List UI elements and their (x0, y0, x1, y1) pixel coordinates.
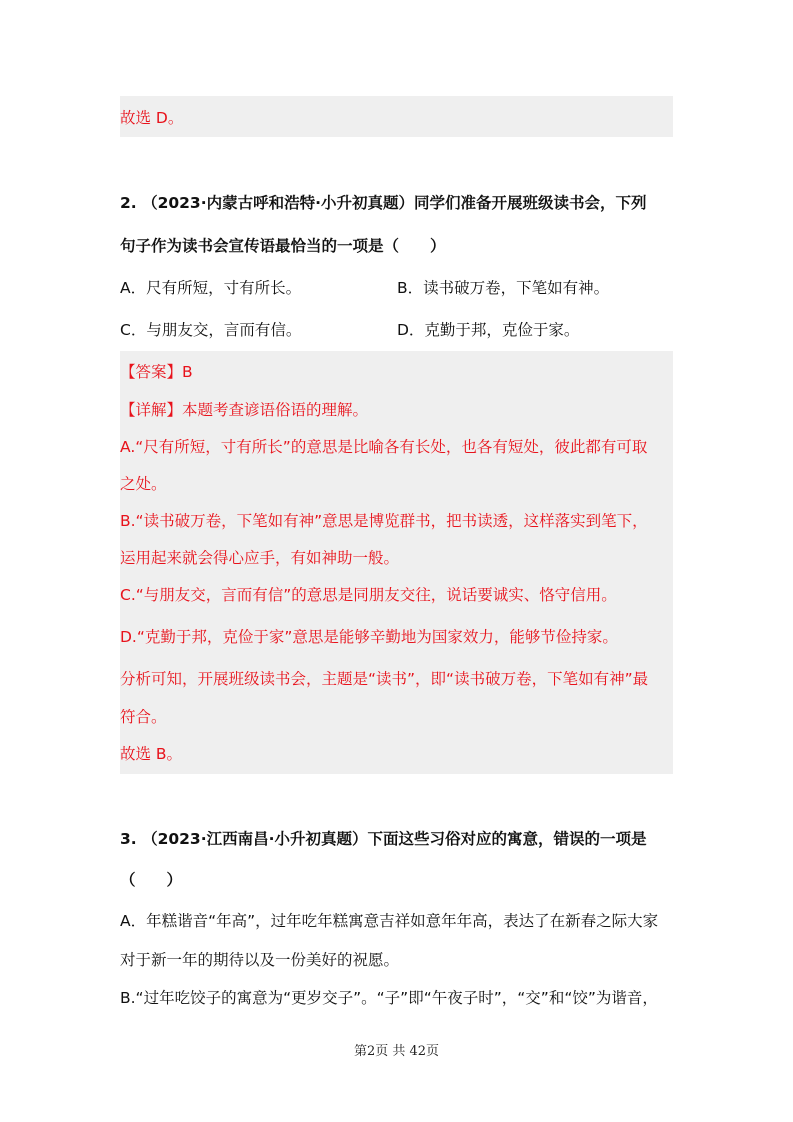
question-3-option-a-line-2: 对于新一年的期待以及一份美好的祝愿。 (120, 951, 400, 969)
previous-conclusion: 故选 D。 (120, 109, 184, 127)
question-3-title-line-1: 3. （2023·江西南昌·小升初真题）下面这些习俗对应的寓意，错误的一项是 (120, 830, 647, 848)
question-2-explanation-c: C.“与朋友交，言而有信”的意思是同朋友交往，说话要诚实、恪守信用。 (120, 586, 617, 604)
question-2-detail: 【详解】本题考查谚语俗语的理解。 (120, 401, 369, 419)
page-number: 第2页 共 42页 (353, 1044, 440, 1059)
question-2-explanation-b-line-2: 运用起来就会得心应手，有如神助一般。 (120, 549, 400, 567)
question-2-explanation-a-line-2: 之处。 (120, 475, 167, 493)
question-2-explanation-d: D.“克勤于邦，克俭于家”意思是能够辛勤地为国家效力，能够节俭持家。 (120, 628, 618, 646)
question-2-explanation-b-line-1: B.“读书破万卷，下笔如有神”意思是博览群书，把书读透，这样落实到笔下， (120, 512, 648, 530)
question-2-analysis-line-2: 符合。 (120, 708, 167, 726)
question-2-analysis-line-1: 分析可知，开展班级读书会，主题是“读书”，即“读书破万卷，下笔如有神”最 (120, 670, 649, 688)
question-2-title-line-1: 2. （2023·内蒙古呼和浩特·小升初真题）同学们准备开展班级读书会，下列 (120, 194, 647, 212)
question-2-title-line-2: 句子作为读书会宣传语最恰当的一项是（ ） (120, 237, 446, 255)
question-2-option-d: D．克勤于邦，克俭于家。 (397, 321, 580, 339)
question-3-option-a-line-1: A．年糕谐音“年高”，过年吃年糕寓意吉祥如意年年高，表达了在新春之际大家 (120, 912, 659, 930)
question-2-option-c: C．与朋友交，言而有信。 (120, 321, 302, 339)
question-2-conclusion: 故选 B。 (120, 745, 183, 763)
question-3-option-b-line-1: B.“过年吃饺子的寓意为“更岁交子”。“子”即“午夜子时”，“交”和“饺”为谐音， (120, 989, 658, 1007)
question-2-answer: 【答案】B (120, 363, 193, 381)
question-3-title-line-2: （ ） (120, 871, 183, 889)
question-2-option-b: B．读书破万卷，下笔如有神。 (397, 279, 610, 297)
question-2-option-a: A．尺有所短，寸有所长。 (120, 279, 302, 297)
question-2-explanation-a-line-1: A.“尺有所短，寸有所长”的意思是比喻各有长处，也各有短处，彼此都有可取 (120, 438, 648, 456)
